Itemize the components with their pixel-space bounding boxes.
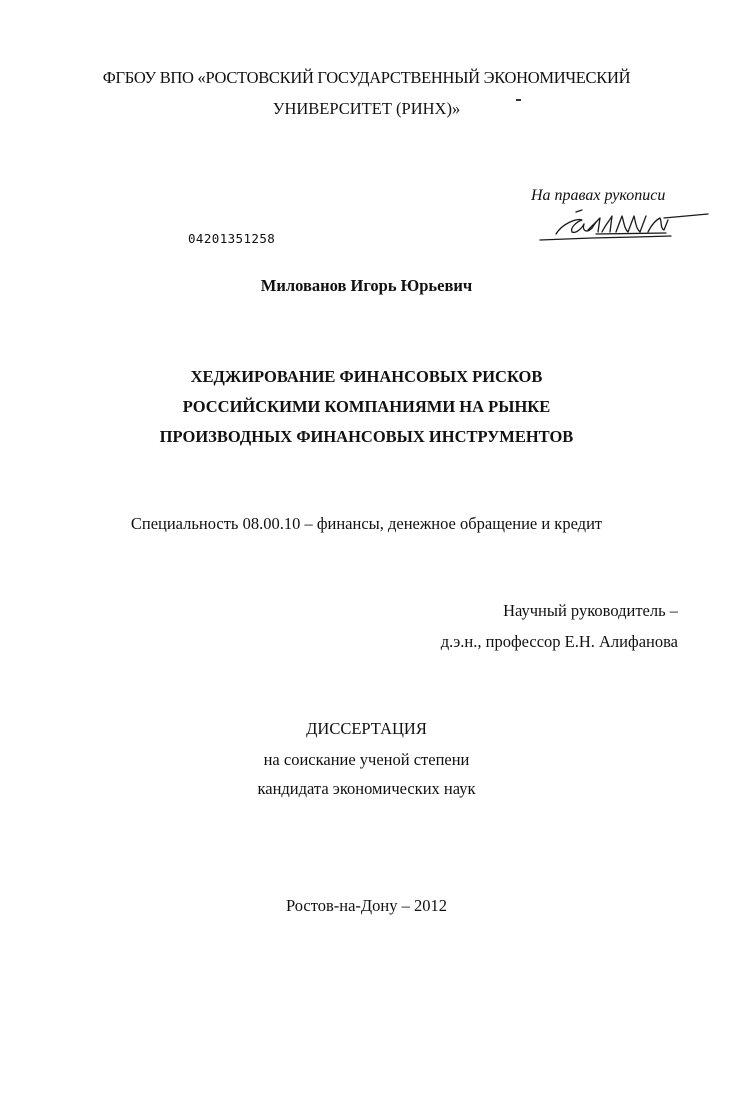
institution-name-line-2: УНИВЕРСИТЕТ (РИНХ)» <box>272 99 461 118</box>
place-and-year: Ростов-на-Дону – 2012 <box>285 896 447 915</box>
degree-purpose-line-2: кандидата экономических наук <box>257 779 476 798</box>
author-name: Милованов Игорь Юрьевич <box>260 276 473 295</box>
record-number: 04201351258 <box>188 231 276 246</box>
degree-purpose-line-1: на соискание ученой степени <box>263 750 470 769</box>
document-type: ДИССЕРТАЦИЯ <box>306 719 427 738</box>
scan-mark <box>516 99 521 101</box>
dissertation-title-line-3: ПРОИЗВОДНЫХ ФИНАНСОВЫХ ИНСТРУМЕНТОВ <box>159 427 574 446</box>
supervisor-label: Научный руководитель – <box>503 601 678 620</box>
speciality: Специальность 08.00.10 – финансы, денежное обращение и кредит <box>130 514 603 533</box>
handwritten-signature <box>536 198 711 244</box>
manuscript-rights-note: На правах рукописи <box>531 187 666 204</box>
dissertation-title-line-2: РОССИЙСКИМИ КОМПАНИЯМИ НА РЫНКЕ <box>182 397 551 416</box>
dissertation-title-line-1: ХЕДЖИРОВАНИЕ ФИНАНСОВЫХ РИСКОВ <box>190 367 543 386</box>
supervisor-name: д.э.н., профессор Е.Н. Алифанова <box>440 632 678 651</box>
institution-name-line-1: ФГБОУ ВПО «РОСТОВСКИЙ ГОСУДАРСТВЕННЫЙ ЭКОНОМИЧЕСКИЙ <box>102 68 631 87</box>
